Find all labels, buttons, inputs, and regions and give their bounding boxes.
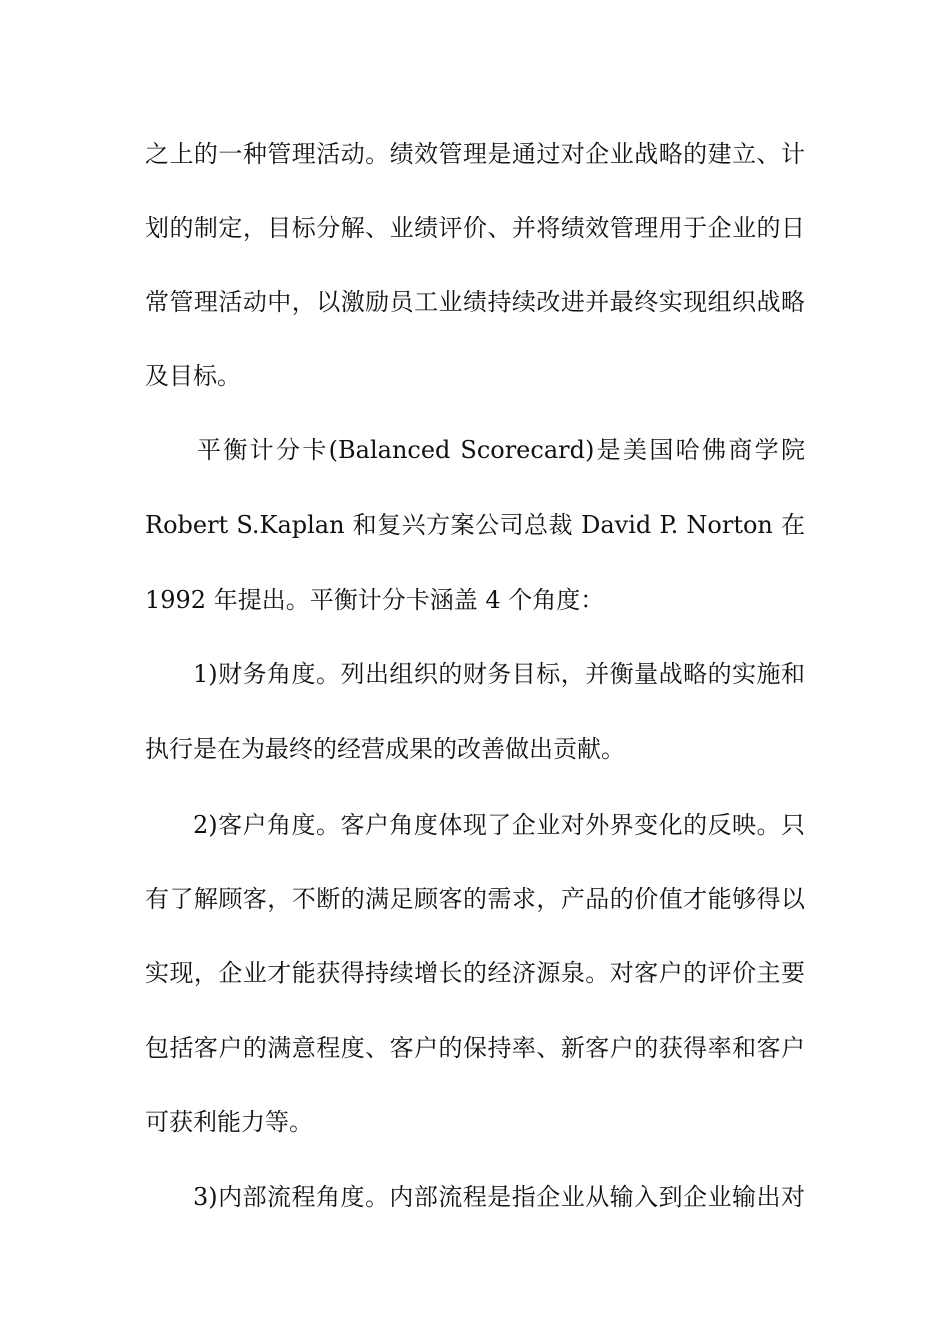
text-line: 实现，企业才能获得持续增长的经济源泉。对客户的评价主要	[145, 959, 805, 987]
text-line: 执行是在为最终的经营成果的改善做出贡献。	[145, 735, 625, 763]
text-line: 2)客户角度。客户角度体现了企业对外界变化的反映。只	[193, 811, 805, 839]
text-line: 划的制定，目标分解、业绩评价、并将绩效管理用于企业的日	[145, 214, 805, 242]
text-line: Robert S.Kaplan 和复兴方案公司总裁 David P. Norton 在	[145, 511, 805, 539]
text-line: 包括客户的满意程度、客户的保持率、新客户的获得率和客户	[145, 1034, 805, 1062]
text-line: 及目标。	[145, 362, 241, 390]
text-line: 有了解顾客，不断的满足顾客的需求，产品的价值才能够得以	[145, 885, 805, 913]
text-line: 常管理活动中，以激励员工业绩持续改进并最终实现组织战略	[145, 288, 805, 316]
text-line: 平衡计分卡(Balanced Scorecard)是美国哈佛商学院	[197, 436, 805, 464]
text-line: 1992 年提出。平衡计分卡涵盖 4 个角度：	[145, 586, 605, 614]
text-line: 之上的一种管理活动。绩效管理是通过对企业战略的建立、计	[145, 140, 805, 168]
text-line: 3)内部流程角度。内部流程是指企业从输入到企业输出对	[193, 1183, 805, 1211]
text-line: 可获利能力等。	[145, 1108, 313, 1136]
text-line: 1)财务角度。列出组织的财务目标，并衡量战略的实施和	[193, 660, 805, 688]
